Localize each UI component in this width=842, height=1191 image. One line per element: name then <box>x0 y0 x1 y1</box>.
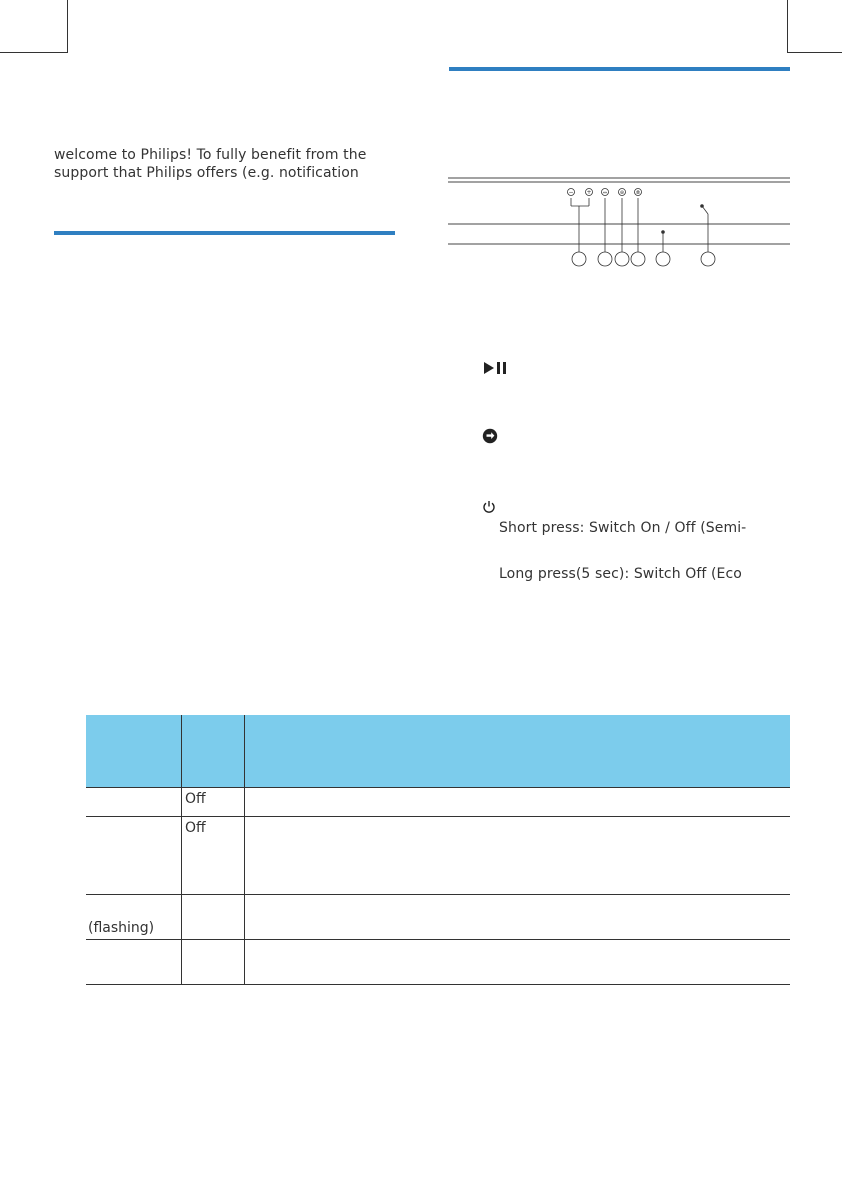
intro-text-line-2: support that Philips offers (e.g. notification <box>54 165 359 181</box>
intro-text-line-1: welcome to Philips! To fully benefit from the <box>54 147 367 163</box>
status-table-header <box>86 715 790 788</box>
svg-text:⇔: ⇔ <box>602 190 608 196</box>
table-cell: (flashing) <box>86 895 182 940</box>
diagram-buttons <box>568 189 642 197</box>
svg-text:⊛: ⊛ <box>619 190 625 196</box>
table-row <box>86 895 790 940</box>
table-cell <box>182 895 245 940</box>
table-cell <box>86 817 182 895</box>
table-cell <box>182 940 245 985</box>
trim-mark-vertical <box>67 0 68 52</box>
svg-text:⦾: ⦾ <box>635 190 641 196</box>
power-long-press-text: Long press(5 sec): Switch Off (Eco <box>499 566 742 582</box>
power-icon <box>482 500 496 514</box>
table-cell <box>245 895 791 940</box>
diagram-callouts <box>572 252 715 266</box>
play-pause-icon <box>483 361 509 375</box>
svg-text:−: − <box>568 189 574 196</box>
trim-mark-left <box>0 52 68 53</box>
section-rule-right <box>449 67 790 71</box>
power-short-press-text: Short press: Switch On / Off (Semi- <box>499 520 747 536</box>
trim-mark-right <box>787 52 842 53</box>
table-row <box>86 817 790 895</box>
source-icon <box>482 428 498 444</box>
product-top-view-diagram <box>446 172 792 272</box>
svg-text:+: + <box>586 189 592 196</box>
header-cell-2 <box>182 715 245 788</box>
section-rule-left <box>54 231 395 235</box>
header-cell-3 <box>245 715 791 788</box>
table-cell <box>245 788 791 817</box>
table-cell <box>245 817 791 895</box>
table-row <box>86 788 790 817</box>
header-cell-1 <box>86 715 182 788</box>
trim-mark-vertical-right <box>787 0 788 52</box>
table-cell: Off <box>182 817 245 895</box>
table-cell <box>86 940 182 985</box>
table-cell <box>86 788 182 817</box>
status-table <box>86 715 790 985</box>
table-cell <box>245 940 791 985</box>
table-cell: Off <box>182 788 245 817</box>
table-row <box>86 940 790 985</box>
